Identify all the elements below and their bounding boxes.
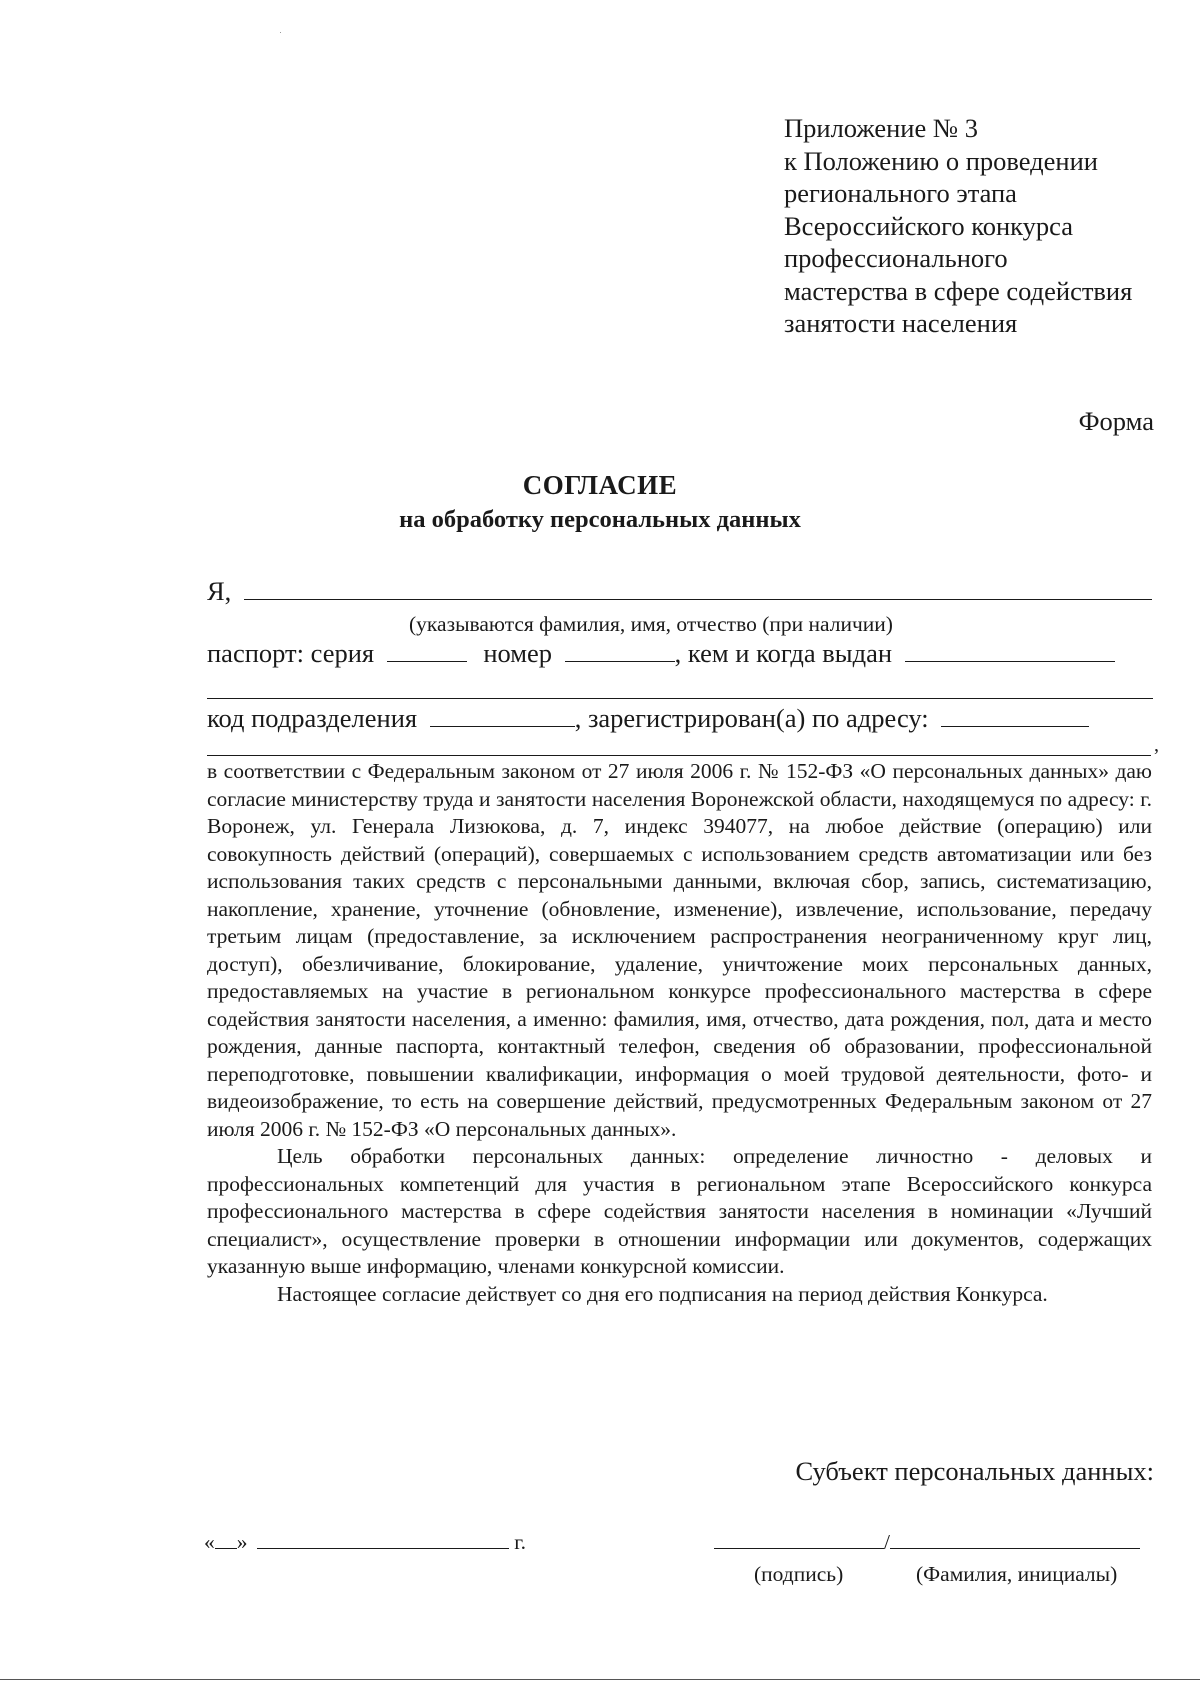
signature-row <box>714 1530 1140 1555</box>
date-row <box>204 1530 526 1555</box>
annex-line: регионального этапа <box>784 178 1017 208</box>
annex-line: профессионального <box>784 243 1008 273</box>
subject-label: Субъект персональных данных: <box>795 1456 1154 1486</box>
registered-address-label: , зарегистрирован(а) по адресу: <box>574 703 929 733</box>
signature-field[interactable] <box>714 1530 884 1549</box>
issued-by-continuation-field[interactable] <box>207 698 1153 699</box>
month-year-field[interactable] <box>257 1530 509 1549</box>
division-code-label: код подразделения <box>207 703 418 733</box>
address-continuation-field[interactable] <box>207 755 1151 756</box>
day-field[interactable] <box>215 1530 237 1549</box>
signature-slash: / <box>884 1530 890 1554</box>
consent-paragraph: в соответствии с Федеральным законом от 27 июля 2006 г. № 152-ФЗ «О персональных данных» даю согласие министерству труда и занятости населения Воронежской области, находящемуся по адресу: г. Воронеж, ул. Генерала Лизюкова, д. 7, индекс 394077, на любое действие (операцию) или совокупность действий (операций), совершаемых с использованием средств автоматизации или без использования таких средств с персональными данными, включая сбор, запись, систематизацию, накопление, хранение, уточнение (обновление, изменение), извлечение, использование, передачу третьим лицам (предоставление, за исключением распространения неограниченному круг лиц, доступ), обезличивание, блокирование, удаление, уничтожение моих персональных данных, предоставляемых на участие в региональном конкурсе профессионального мастерства в сфере содействия занятости населения, а именно: фамилия, имя, отчество, дата рождения, пол, дата и место рождения, данные паспорта, контактный телефон, сведения об образовании, профессиональной переподготовке, повышении квалификации, информация о моей трудовой деятельности, фото- и видеоизображение, то есть на совершение действий, предусмотренных Федеральным законом от 27 июля 2006 г. № 152-ФЗ «О персональных данных». <box>207 759 1152 1141</box>
issued-by-field[interactable] <box>905 639 1115 662</box>
scan-bottom-edge <box>0 1679 1200 1680</box>
fio-hint: (указываются фамилия, имя, отчество (при наличии) <box>409 612 893 636</box>
division-row <box>207 703 1089 734</box>
annex-line: Всероссийского конкурса <box>784 210 1074 241</box>
passport-number-field[interactable] <box>565 639 675 662</box>
issued-by-label: , кем и когда выдан <box>674 638 893 668</box>
consent-body <box>207 758 1152 1308</box>
passport-series-field[interactable] <box>387 639 467 662</box>
purpose-paragraph: Цель обработки персональных данных: определение личностно - деловых и профессиональных компетенций для участия в региональном этапе Всероссийского конкурса профессионального мастерства в сфере содействия занятости населения в номинации «Лучший специалист», осуществление проверки в отношении информации или документов, содержащих указанную выше информацию, членами конкурсной комиссии. <box>207 1144 1152 1278</box>
passport-series-label: паспорт: серия <box>207 638 375 668</box>
annex-line: мастерства в сфере содействия <box>784 275 1133 306</box>
passport-row <box>207 638 1115 669</box>
address-comma: , <box>1154 734 1159 756</box>
fio-field[interactable] <box>244 577 1152 600</box>
annex-line: к Положению о проведении <box>784 145 1098 176</box>
validity-paragraph: Настоящее согласие действует со дня его подписания на период действия Конкурса. <box>277 1281 1048 1306</box>
scan-speck <box>280 32 281 33</box>
date-quote-open: « <box>204 1530 215 1554</box>
year-suffix: г. <box>514 1530 527 1554</box>
registered-address-field[interactable] <box>941 704 1089 727</box>
form-label: Форма <box>1078 406 1154 436</box>
fio-row <box>207 576 1152 607</box>
signature-hint: (подпись) <box>754 1562 844 1586</box>
document-title: СОГЛАСИЕ <box>522 470 678 500</box>
annex-line: Приложение № 3 <box>784 113 979 143</box>
passport-number-label: номер <box>483 638 553 668</box>
name-initials-hint: (Фамилия, инициалы) <box>916 1562 1118 1586</box>
name-initials-field[interactable] <box>890 1530 1140 1549</box>
document-subtitle: на обработку персональных данных <box>399 506 801 533</box>
division-code-field[interactable] <box>430 704 575 727</box>
date-quote-close: » <box>236 1530 248 1554</box>
i-label: Я, <box>207 576 232 606</box>
annex-line: занятости населения <box>784 308 1018 338</box>
annex-header <box>784 112 1132 340</box>
